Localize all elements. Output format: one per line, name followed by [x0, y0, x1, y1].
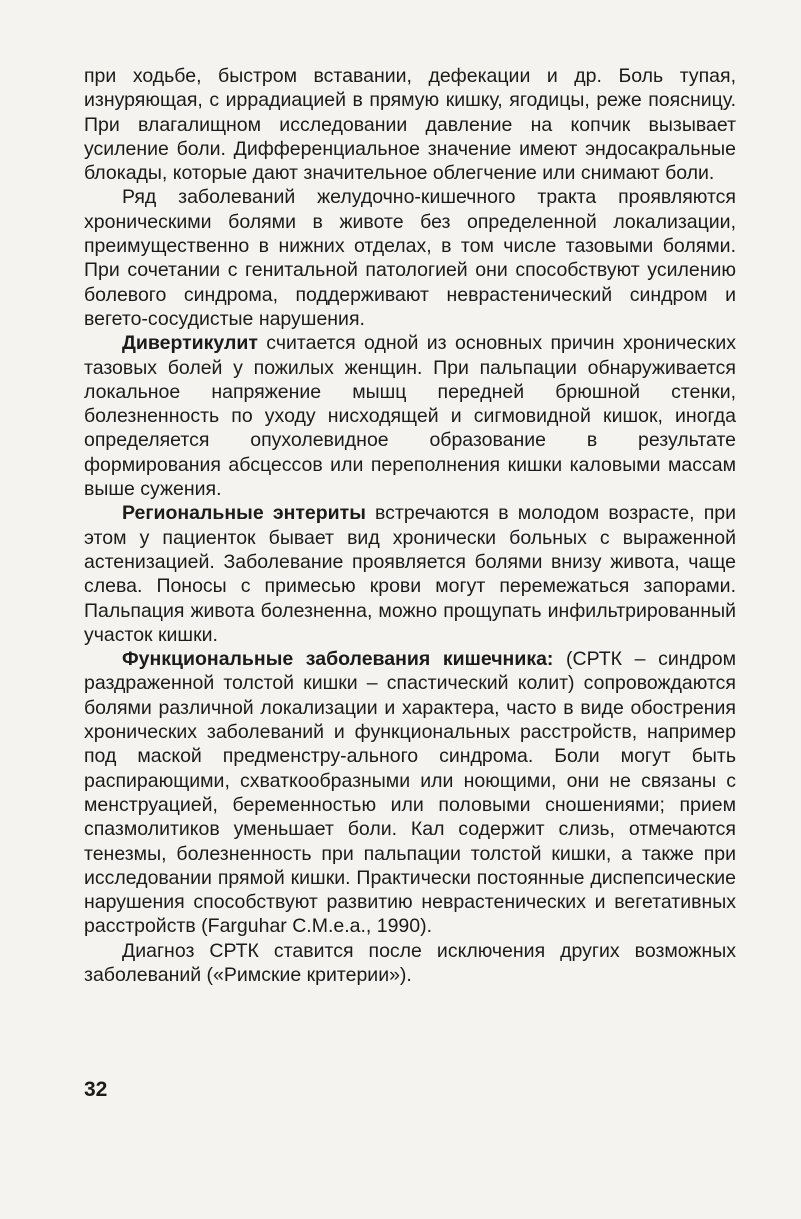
paragraph-diagnosis-text: Диагноз СРТК ставится после исключения других возможных заболеваний («Римские критерии»).	[84, 939, 736, 986]
paragraph-functional-bowel-lead: Функциональные заболевания кишечника:	[122, 648, 554, 671]
page-body	[84, 64, 736, 987]
paragraph-1-text: при ходьбе, быстром вставании, дефекации и др. Боль тупая, изнуряющая, с иррадиацией в прямую кишку, ягодицы, реже поясницу. При влагалищном исследовании давление на копчик вызывает усиление боли. Дифференциальное значение имеют эндосакральные блокады, которые дают значительное облегчение или снимают боли.	[84, 65, 736, 185]
paragraph-regional-enteritis-text: встречаются в молодом возрасте, при этом у пациенток бывает вид хронически больных с выраженной астенизацией. Заболевание проявляется болями внизу живота, чаще слева. Поносы с примесью крови могут перемежаться запорами. Пальпация живота болезненна, можно прощупать инфильтрированный участок кишки.	[84, 502, 737, 646]
paragraph-functional-bowel-text: (СРТК – синдром раздраженной толстой кишки – спастический колит) сопровождаются болями различной локализации и характера, часто в виде обострения хронических заболеваний и функциональных расстройств, например под маской предменстру-ального синдрома. Боли могут быть распирающими, схваткообразными или ноющими, они не связаны с менструацией, беременностью или половыми сношениями; прием спазмолитиков уменьшает боли. Кал содержит слизь, отмечаются тенезмы, болезненность при пальпации толстой кишки, а также при исследовании прямой кишки. Практически постоянные диспепсические нарушения способствуют развитию неврастенических и вегетативных расстройств (Farguhar C.M.e.a., 1990).	[84, 648, 736, 938]
paragraph-regional-enteritis-lead: Региональные энтериты	[122, 502, 366, 525]
paragraph-diverticulitis	[84, 331, 736, 501]
paragraph-functional-bowel	[84, 647, 736, 939]
paragraph-2-text: Ряд заболеваний желудочно-кишечного тракта проявляются хроническими болями в животе без определенной локализации, преимущественно в нижних отделах, в том числе тазовыми болями. При сочетании с генитальной патологией они способствуют усилению болевого синдрома, поддерживают неврастенический синдром и вегето-сосудистые нарушения.	[84, 186, 736, 330]
paragraph-1	[84, 64, 736, 185]
paragraph-2	[84, 185, 736, 331]
paragraph-diverticulitis-lead: Дивертикулит	[122, 332, 258, 355]
page-number: 32	[84, 1078, 108, 1101]
paragraph-diagnosis	[84, 939, 736, 988]
paragraph-diverticulitis-text: считается одной из основных причин хронических тазовых болей у пожилых женщин. При пальпации обнаруживается локальное напряжение мышц передней брюшной стенки, болезненность по уходу нисходящей и сигмовидной кишок, иногда определяется опухолевидное образование в результате формирования абсцессов или переполнения кишки каловыми массам выше сужения.	[84, 332, 736, 501]
paragraph-regional-enteritis	[84, 501, 736, 647]
